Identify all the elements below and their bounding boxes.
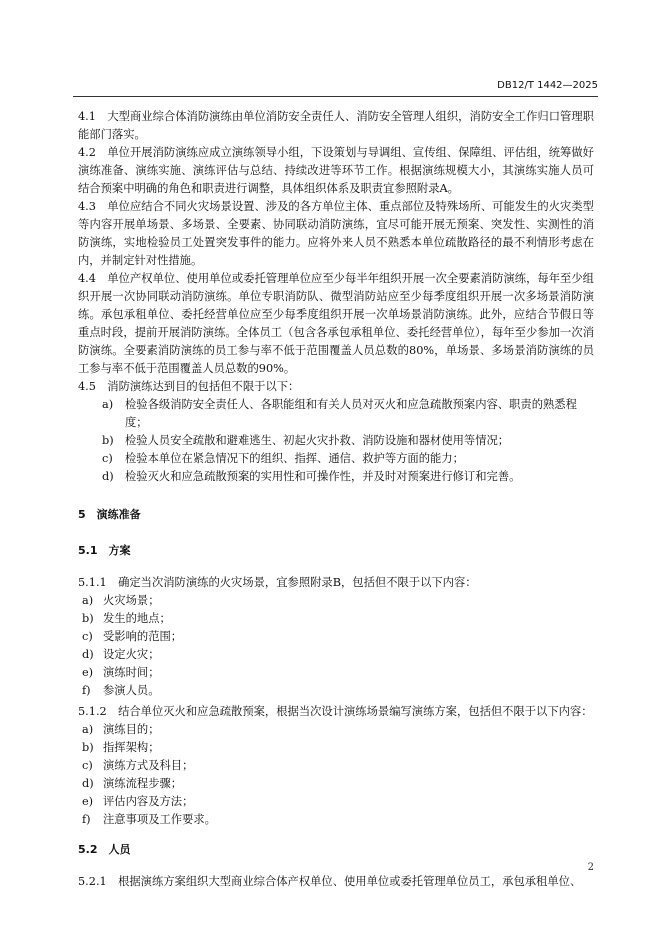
clause-4-2: 4.2 单位开展消防演练应成立演练领导小组，下设策划与导调组、宣传组、保障组、评估组，统筹做好演练准备、演练实施、演练评估与总结、持续改进等环节工作。根据演练规模大小，其演练实施人员可结合预案中明确的角色和职责进行调整，具体组织体系及职责宜参照附录A。 — [78, 146, 594, 195]
list-item: d) 检验灭火和应急疏散预案的实用性和可操作性，并及时对预案进行修订和完善。 — [102, 470, 521, 483]
clause-5-1-1: 5.1.1 确定当次消防演练的火灾场景，宜参照附录B，包括但不限于以下内容： — [78, 576, 477, 589]
section-heading-5-1: 5.1 方案 — [78, 544, 131, 557]
list-item: c) 检验本单位在紧急情况下的组织、指挥、通信、救护等方面的能力； — [102, 452, 464, 465]
clause-5-2-1: 5.2.1 根据演练方案组织大型商业综合体产权单位、使用单位或委托管理单位员工，承包承租单位、 — [78, 875, 582, 888]
list-item: a) 火灾场景； — [82, 594, 160, 607]
list-item: d) 设定火灾； — [82, 648, 160, 661]
document-body — [78, 108, 594, 891]
clause-4-4: 4.4 单位产权单位、使用单位或委托管理单位应至少每半年组织开展一次全要素消防演练，每年至少组织开展一次协同联动消防演练。单位专职消防队、微型消防站应至少每季度组织开展一次多场景消防演练。承包承租单位、委托经营单位应至少每季度组织开展一次单场景消防演练。此外，应结合节假日等重点时段，提前开展消防演练。全体员工（包含各承包承租单位、委托经营单位），每年至少参加一次消防演练。全要素消防演练的员工参与率不低于范围覆盖人员总数的80%，单场景、多场景消防演练的员工参与率不低于范围覆盖人员总数的90%。 — [78, 272, 594, 375]
list-item: c) 演练方式及科目； — [82, 759, 194, 772]
list-item: b) 检验人员安全疏散和避难逃生、初起火灾扑救、消防设施和器材使用等情况； — [102, 434, 510, 447]
document-code: DB12/T 1442—2025 — [497, 80, 598, 91]
list-item: b) 指挥架构； — [82, 741, 160, 754]
list-item: d) 演练流程步骤； — [82, 777, 183, 790]
list-item: b) 发生的地点； — [82, 612, 171, 625]
list-item: f) 参演人员。 — [82, 684, 160, 697]
list-item: a) 演练目的； — [82, 723, 160, 736]
list-item: e) 评估内容及方法； — [82, 795, 194, 808]
header-rule — [73, 96, 598, 97]
clause-4-1: 4.1 大型商业综合体消防演练由单位消防安全责任人、消防安全管理人组织，消防安全工作归口管理职能部门落实。 — [78, 110, 594, 141]
clause-4-5: 4.5 消防演练达到目的包括但不限于以下： — [78, 380, 300, 393]
clause-5-1-2: 5.1.2 结合单位灭火和应急疏散预案，根据当次设计演练场景编写演练方案，包括但不限于以下内容： — [78, 705, 593, 718]
list-item: e) 演练时间； — [82, 666, 160, 679]
list-item: c) 受影响的范围； — [82, 630, 183, 643]
section-heading-5: 5 演练准备 — [78, 508, 141, 521]
clause-4-3: 4.3 单位应结合不同火灾场景设置、涉及的各方单位主体、重点部位及特殊场所、可能发生的火灾类型等内容开展单场景、多场景、全要素、协同联动消防演练，宜尽可能开展无预案、突发性、实测性的消防演练，实地检验员工处置突发事件的能力。应将外来人员不熟悉本单位疏散路径的最不利情形考虑在内，并制定针对性措施。 — [78, 200, 594, 267]
list-item: a) 检验各级消防安全责任人、各职能组和有关人员对灭火和应急疏散预案内容、职责的熟悉程度； — [102, 398, 577, 429]
page-number: 2 — [587, 862, 594, 873]
section-heading-5-2: 5.2 人员 — [78, 843, 131, 856]
list-item: f) 注意事项及工作要求。 — [82, 813, 216, 826]
